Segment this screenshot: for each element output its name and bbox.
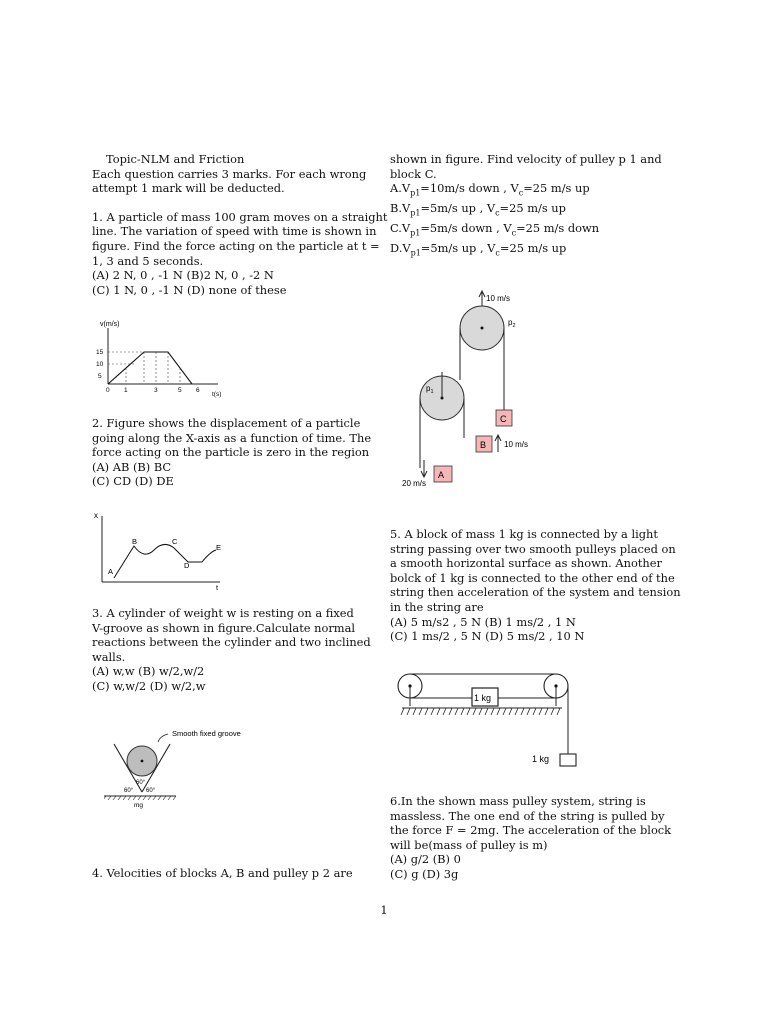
block-b-label: B [480, 440, 487, 450]
q3-line: V-groove as shown in figure.Calculate normal [92, 620, 356, 635]
q5-options-row-2: (C) 1 ms/2 , 5 N (D) 5 ms/2 , 10 N [390, 629, 585, 644]
point-label: C [172, 537, 178, 546]
displacement-curve [114, 544, 216, 578]
q4-option-d: $D.V_{p1}=5m/s$ up , $V_c=25$ m/s up [390, 240, 567, 258]
q5-line: in the string are [390, 599, 484, 614]
q4-line: 4. Velocities of blocks A, B and pulley p 2 are [92, 866, 353, 880]
q5-line: a smooth horizontal surface as shown. Another [390, 556, 662, 571]
point-label: B [132, 537, 138, 546]
q2-line: going along the X-axis as a function of time. The [92, 430, 372, 445]
q1-options-row-1: (A) 2 N, 0 , -1 N (B)2 N, 0 , -2 N [92, 268, 274, 283]
q2-options-row-2: (C) CD (D) DE [92, 474, 174, 489]
x-tick: 0 [106, 387, 110, 394]
q3-options-row-2: (C) w,w/2 (D) w/2,w [92, 678, 206, 693]
question-6 [390, 794, 676, 882]
pulley-system-figure [396, 288, 536, 494]
page-number: 1 [380, 903, 388, 917]
block-mass-label: 1 kg [474, 693, 492, 703]
displacement-time-graph [92, 506, 232, 590]
angle-label: 60° [124, 788, 134, 794]
marking-scheme-line-1: Each question carries 3 marks. For each wrong [92, 166, 367, 181]
q6-options-row-2: (C) g (D) 3g [390, 866, 459, 881]
q4-line: shown in figure. Find velocity of pulley p 1 and [390, 152, 662, 166]
q5-line: bolck of 1 kg is connected to the other end of the [390, 570, 675, 585]
weight-label: mg [134, 802, 144, 809]
q3-options-row-1: (A) w,w (B) w/2,w/2 [92, 664, 205, 679]
q1-options-row-2: (C) 1 N, 0 , -1 N (D) none of these [92, 282, 287, 297]
velocity-label-a: 20 m/s [402, 479, 427, 488]
angle-label: 60° [136, 780, 146, 786]
q6-line: massless. The one end of the string is pulled by [390, 808, 665, 823]
q1-line: line. The variation of speed with time is shown in [92, 224, 377, 239]
graph-x-axis-label: t(s) [212, 391, 222, 398]
velocity-curve [108, 352, 192, 384]
q6-line: the force F = 2mg. The acceleration of the block [390, 823, 672, 838]
q1-line: figure. Find the force acting on the particle at t = [92, 238, 380, 253]
q5-line: 5. A block of mass 1 kg is connected by a light [390, 527, 658, 541]
topic-heading: Topic-NLM and Friction [106, 152, 245, 166]
left-column [92, 152, 388, 297]
q4-option-c: $C.V_{p1}=5m/s$ down , $V_c=25$ m/s down [390, 220, 600, 238]
hanging-mass-label: 1 kg [532, 754, 550, 764]
point-label: D [184, 561, 190, 570]
graph-y-axis-label: v(m/s) [100, 321, 120, 328]
question-2 [92, 416, 378, 489]
question-4-start [92, 866, 378, 881]
q4-option-b: $B.V_{p1}=5m/s$ up , $V_c=25$ m/s up [390, 201, 566, 218]
q6-line: 6.In the shown mass pulley system, string is [390, 794, 646, 808]
pulley-label-p2: $p_2$ [508, 318, 516, 329]
marking-scheme-line-2: attempt 1 mark will be deducted. [92, 181, 285, 196]
x-tick: 5 [178, 387, 182, 394]
v-groove-figure [104, 726, 264, 812]
q6-options-row-1: (A) g/2 (B) 0 [390, 852, 461, 867]
graph-x-axis-label: t [216, 583, 219, 590]
question-5 [390, 527, 681, 644]
x-tick: 3 [154, 387, 158, 394]
q4-option-a: $A.V_{p1}=10m/s$ down , $V_c=25$ m/s up [390, 181, 590, 198]
y-tick: 10 [96, 361, 104, 368]
right-column [390, 152, 676, 261]
question-1 [92, 209, 388, 298]
q5-options-row-1: (A) 5 m/s2 , 5 N (B) 1 ms/2 , 1 N [390, 614, 576, 629]
velocity-label-b: 10 m/s [504, 440, 529, 449]
velocity-time-graph [96, 316, 246, 398]
x-tick: 6 [196, 387, 200, 394]
q4-line: block C. [390, 166, 437, 181]
point-label: A [108, 567, 114, 576]
q3-line: 3. A cylinder of weight w is resting on a fixed [92, 606, 354, 620]
q5-line: string then acceleration of the system and tension [390, 585, 681, 600]
q2-options-row-1: (A) AB (B) BC [92, 459, 172, 474]
pulley-label-p1: $p_1$ [426, 384, 434, 395]
x-tick: 1 [124, 387, 128, 394]
point-label: E [216, 543, 222, 552]
block-c-label: C [500, 414, 507, 424]
q5-line: string passing over two smooth pulleys placed on [390, 541, 676, 556]
q3-line: reactions between the cylinder and two inclined [92, 635, 371, 650]
q2-line: 2. Figure shows the displacement of a particle [92, 416, 361, 430]
y-tick: 15 [96, 349, 104, 356]
q6-line: will be(mass of pulley is m) [390, 837, 548, 852]
hanging-block [560, 754, 576, 766]
table-pulley-figure [396, 668, 586, 772]
angle-label: 60° [146, 788, 156, 794]
graph-y-axis-label: x [94, 511, 98, 520]
block-a-label: A [438, 470, 445, 480]
y-tick: 5 [98, 373, 102, 380]
q1-line: 1. A particle of mass 100 gram moves on a straight [92, 209, 388, 224]
question-3 [92, 606, 378, 694]
q2-line: force acting on the particle is zero in the region [92, 445, 370, 460]
q3-line: walls. [92, 649, 126, 664]
groove-label: Smooth fixed groove [172, 729, 241, 738]
q1-line: 1, 3 and 5 seconds. [92, 253, 204, 268]
velocity-label-p2: 10 m/s [486, 294, 511, 303]
